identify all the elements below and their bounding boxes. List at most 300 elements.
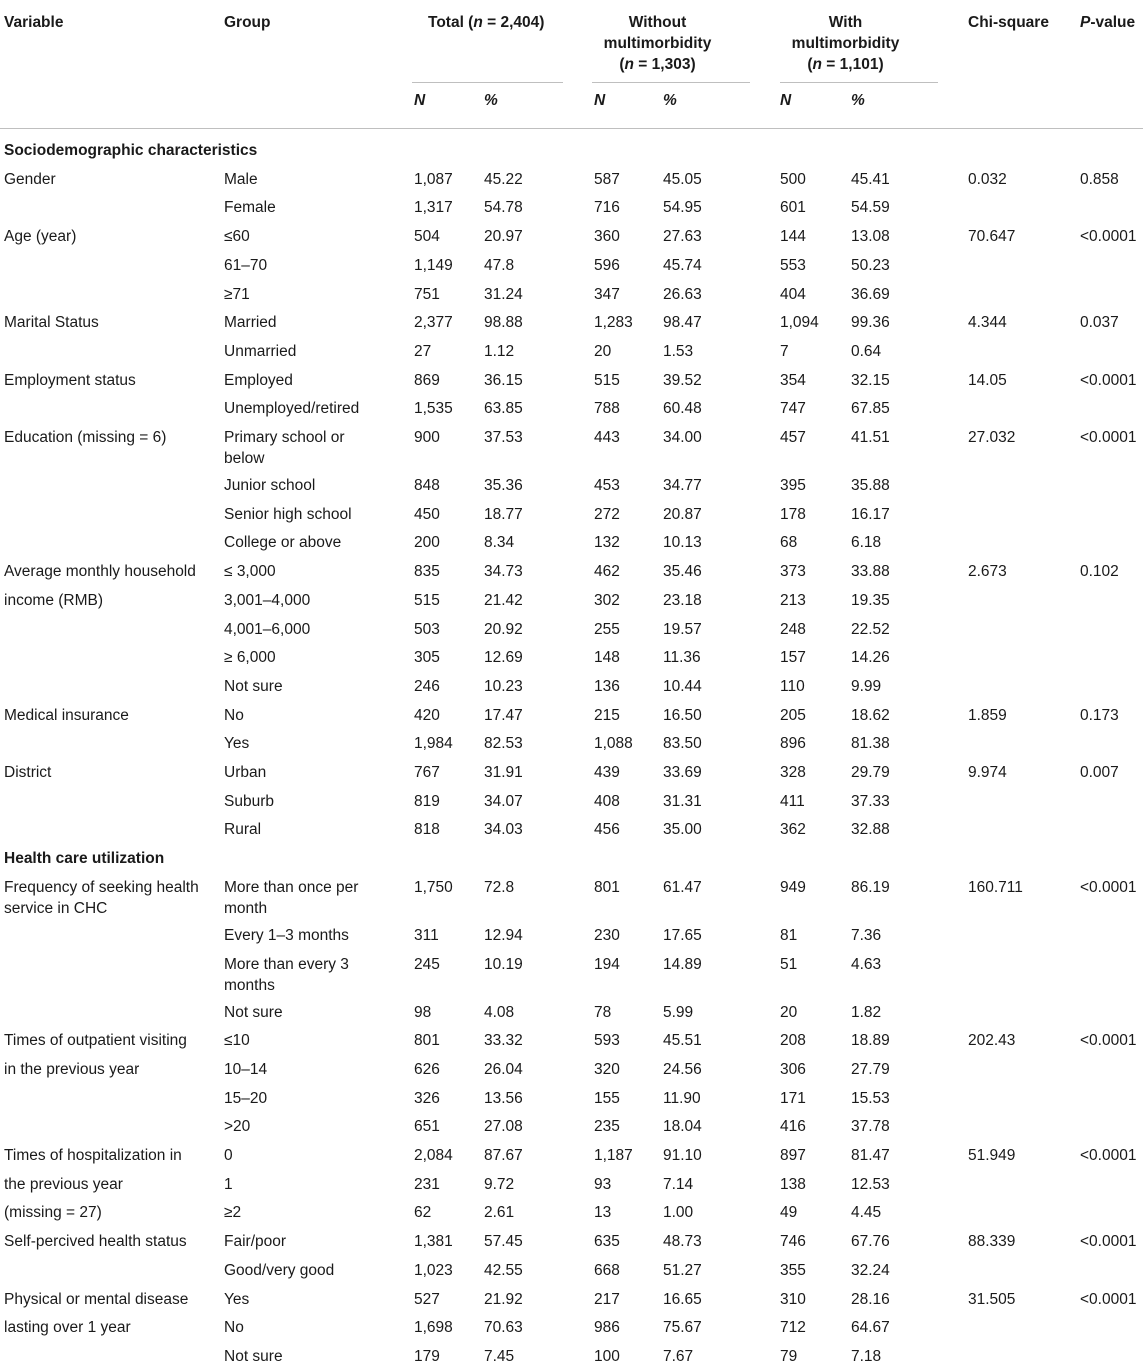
cell-variable: Average monthly household bbox=[4, 563, 196, 581]
cell-total-n: 311 bbox=[414, 926, 439, 944]
cell-with-pct: 37.78 bbox=[851, 1118, 890, 1136]
cell-group: Female bbox=[224, 199, 276, 217]
table-row bbox=[0, 1196, 1143, 1225]
cell-without-pct: 35.46 bbox=[663, 563, 702, 581]
cell-total-n: 819 bbox=[414, 792, 440, 810]
cell-with-pct: 50.23 bbox=[851, 256, 890, 274]
cell-without-n: 462 bbox=[594, 563, 620, 581]
cell-p-value: <0.0001 bbox=[1080, 1032, 1137, 1050]
cell-total-pct: 12.69 bbox=[484, 649, 523, 667]
cell-group: ≥ 6,000 bbox=[224, 649, 276, 667]
cell-group: ≤ 3,000 bbox=[224, 563, 276, 581]
cell-without-n: 148 bbox=[594, 649, 620, 667]
cell-variable: Physical or mental disease bbox=[4, 1290, 189, 1308]
cell-without-pct: 75.67 bbox=[663, 1319, 702, 1337]
cell-total-pct: 7.45 bbox=[484, 1347, 515, 1365]
cell-with-pct: 45.41 bbox=[851, 170, 890, 188]
cell-without-n: 215 bbox=[594, 706, 620, 724]
cell-with-n: 51 bbox=[780, 955, 798, 973]
cell-with-n: 411 bbox=[780, 792, 805, 810]
cell-without-pct: 45.51 bbox=[663, 1032, 702, 1050]
cell-without-pct: 16.50 bbox=[663, 706, 702, 724]
cell-total-pct: 33.32 bbox=[484, 1032, 523, 1050]
cell-group: 10–14 bbox=[224, 1060, 268, 1078]
cell-without-pct: 11.90 bbox=[663, 1089, 701, 1107]
cell-without-n: 443 bbox=[594, 429, 620, 446]
cell-chi-square: 202.43 bbox=[968, 1032, 1016, 1050]
header-total-n: N bbox=[414, 92, 426, 109]
cell-group: 4,001–6,000 bbox=[224, 620, 311, 638]
cell-with-pct: 9.99 bbox=[851, 677, 882, 695]
cell-total-pct: 45.22 bbox=[484, 170, 523, 188]
cell-with-n: 373 bbox=[780, 563, 806, 581]
cell-total-pct: 1.12 bbox=[484, 342, 515, 360]
cell-without-pct: 83.50 bbox=[663, 735, 702, 753]
cell-without-pct: 34.00 bbox=[663, 429, 702, 446]
cell-group: Yes bbox=[224, 1290, 250, 1308]
cell-without-pct: 39.52 bbox=[663, 371, 702, 389]
cell-without-n: 320 bbox=[594, 1060, 620, 1078]
cell-without-n: 235 bbox=[594, 1118, 620, 1136]
cell-total-pct: 21.42 bbox=[484, 591, 523, 609]
cell-with-n: 138 bbox=[780, 1175, 806, 1193]
section-heading: Sociodemographic characteristics bbox=[4, 142, 258, 159]
header-with-pct: % bbox=[851, 92, 865, 109]
cell-group: More than every 3 months bbox=[224, 955, 349, 994]
cell-without-pct: 34.77 bbox=[663, 477, 702, 494]
cell-without-n: 788 bbox=[594, 400, 620, 418]
cell-total-pct: 87.67 bbox=[484, 1147, 523, 1164]
cell-without-n: 136 bbox=[594, 677, 620, 695]
cell-total-n: 900 bbox=[414, 429, 440, 446]
table-row bbox=[0, 335, 1143, 364]
cell-without-pct: 27.63 bbox=[663, 228, 702, 246]
cell-without-pct: 24.56 bbox=[663, 1060, 702, 1078]
cell-with-pct: 28.16 bbox=[851, 1290, 890, 1308]
cell-without-pct: 10.13 bbox=[663, 534, 702, 552]
cell-group: More than once per month bbox=[224, 878, 359, 917]
table-row bbox=[0, 392, 1143, 421]
cell-group: 61–70 bbox=[224, 256, 268, 274]
cell-group: Not sure bbox=[224, 677, 283, 695]
cell-without-pct: 19.57 bbox=[663, 620, 702, 638]
cell-chi-square: 1.859 bbox=[968, 706, 1007, 724]
cell-with-n: 949 bbox=[780, 878, 806, 896]
cell-total-pct: 36.15 bbox=[484, 371, 523, 389]
cell-with-pct: 16.17 bbox=[851, 505, 890, 523]
cell-with-pct: 81.47 bbox=[851, 1147, 890, 1164]
cell-p-value: 0.007 bbox=[1080, 764, 1119, 781]
cell-variable: the previous year bbox=[4, 1175, 123, 1193]
cell-without-pct: 1.00 bbox=[663, 1204, 694, 1222]
cell-total-pct: 31.91 bbox=[484, 764, 523, 781]
table-row bbox=[0, 1053, 1143, 1082]
cell-total-pct: 82.53 bbox=[484, 735, 523, 753]
cell-p-value: 0.102 bbox=[1080, 563, 1119, 581]
cell-group: ≥2 bbox=[224, 1204, 242, 1222]
cell-total-n: 62 bbox=[414, 1204, 432, 1222]
cell-group: Not sure bbox=[224, 1003, 283, 1021]
table-row bbox=[0, 1225, 1143, 1254]
table-row bbox=[0, 421, 1143, 469]
cell-with-pct: 32.88 bbox=[851, 821, 890, 839]
cell-total-n: 835 bbox=[414, 563, 440, 581]
cell-total-pct: 2.61 bbox=[484, 1204, 515, 1222]
cell-with-pct: 19.35 bbox=[851, 591, 890, 609]
table-row bbox=[0, 613, 1143, 642]
cell-with-pct: 54.59 bbox=[851, 199, 890, 217]
cell-total-n: 231 bbox=[414, 1175, 440, 1193]
cell-group: Junior school bbox=[224, 477, 316, 494]
cell-total-pct: 17.47 bbox=[484, 706, 523, 724]
cell-without-pct: 35.00 bbox=[663, 821, 702, 839]
cell-total-n: 246 bbox=[414, 677, 440, 695]
cell-group: ≤60 bbox=[224, 228, 250, 246]
cell-group: 3,001–4,000 bbox=[224, 591, 311, 609]
cell-group: Unemployed/retired bbox=[224, 400, 360, 418]
cell-with-n: 310 bbox=[780, 1290, 806, 1308]
cell-without-pct: 1.53 bbox=[663, 342, 694, 360]
cell-without-pct: 26.63 bbox=[663, 285, 702, 303]
cell-with-n: 395 bbox=[780, 477, 806, 494]
cell-group: Rural bbox=[224, 821, 262, 839]
cell-total-pct: 13.56 bbox=[484, 1089, 523, 1107]
cell-without-n: 515 bbox=[594, 371, 620, 389]
cell-total-n: 504 bbox=[414, 228, 440, 246]
cell-total-n: 2,084 bbox=[414, 1147, 453, 1164]
cell-total-n: 818 bbox=[414, 821, 440, 839]
table-row bbox=[0, 163, 1143, 192]
cell-with-pct: 64.67 bbox=[851, 1319, 890, 1337]
cell-with-n: 178 bbox=[780, 505, 806, 523]
cell-p-value: 0.173 bbox=[1080, 706, 1119, 724]
cell-total-n: 420 bbox=[414, 706, 440, 724]
cell-p-value: 0.037 bbox=[1080, 314, 1119, 332]
cell-variable: District bbox=[4, 764, 52, 781]
header-total: Total (n = 2,404) bbox=[428, 14, 545, 31]
cell-without-n: 456 bbox=[594, 821, 620, 839]
header-without-pct: % bbox=[663, 92, 677, 109]
cell-without-n: 801 bbox=[594, 878, 620, 896]
table-row bbox=[0, 670, 1143, 699]
table-row bbox=[0, 469, 1143, 498]
cell-with-n: 208 bbox=[780, 1032, 806, 1050]
cell-total-pct: 98.88 bbox=[484, 314, 523, 332]
cell-without-n: 1,283 bbox=[594, 314, 633, 332]
cell-without-pct: 45.05 bbox=[663, 170, 702, 188]
header-rule-total bbox=[412, 82, 563, 83]
cell-with-n: 171 bbox=[780, 1089, 806, 1107]
table-row bbox=[0, 641, 1143, 670]
cell-variable: Self-percived health status bbox=[4, 1233, 187, 1251]
cell-without-n: 78 bbox=[594, 1003, 612, 1021]
cell-chi-square: 70.647 bbox=[968, 228, 1016, 246]
cell-with-n: 248 bbox=[780, 620, 806, 638]
cell-total-n: 1,698 bbox=[414, 1319, 453, 1337]
table-row bbox=[0, 727, 1143, 756]
cell-total-pct: 63.85 bbox=[484, 400, 523, 418]
cell-without-pct: 91.10 bbox=[663, 1147, 702, 1164]
cell-without-pct: 98.47 bbox=[663, 314, 702, 332]
cell-without-pct: 48.73 bbox=[663, 1233, 702, 1251]
cell-variable: Education (missing = 6) bbox=[4, 429, 167, 446]
table-row bbox=[0, 1311, 1143, 1340]
cell-with-pct: 99.36 bbox=[851, 314, 890, 332]
cell-variable: lasting over 1 year bbox=[4, 1319, 131, 1337]
cell-with-pct: 35.88 bbox=[851, 477, 890, 494]
header-chi-square: Chi-square bbox=[968, 14, 1049, 31]
cell-without-n: 194 bbox=[594, 955, 620, 973]
cell-chi-square: 4.344 bbox=[968, 314, 1007, 332]
cell-without-n: 408 bbox=[594, 792, 620, 810]
cell-group: Fair/poor bbox=[224, 1233, 287, 1251]
table-row bbox=[0, 1254, 1143, 1283]
cell-total-pct: 8.34 bbox=[484, 534, 515, 552]
cell-total-pct: 26.04 bbox=[484, 1060, 523, 1078]
section-heading: Health care utilization bbox=[4, 850, 165, 868]
cell-total-n: 200 bbox=[414, 534, 440, 552]
cell-total-n: 2,377 bbox=[414, 314, 453, 332]
cell-total-n: 1,535 bbox=[414, 400, 453, 418]
cell-without-n: 100 bbox=[594, 1347, 620, 1365]
cell-group: No bbox=[224, 1319, 244, 1337]
cell-with-pct: 14.26 bbox=[851, 649, 890, 667]
cell-total-pct: 37.53 bbox=[484, 429, 523, 446]
cell-total-n: 751 bbox=[414, 285, 440, 303]
cell-without-n: 302 bbox=[594, 591, 620, 609]
cell-with-n: 205 bbox=[780, 706, 806, 724]
cell-with-n: 897 bbox=[780, 1147, 806, 1164]
table-row bbox=[0, 996, 1143, 1025]
cell-group: Yes bbox=[224, 735, 250, 753]
table-row bbox=[0, 498, 1143, 527]
table-row bbox=[0, 249, 1143, 278]
table-row bbox=[0, 1168, 1143, 1197]
cell-without-n: 347 bbox=[594, 285, 620, 303]
cell-with-pct: 6.18 bbox=[851, 534, 882, 552]
cell-p-value: <0.0001 bbox=[1080, 1147, 1137, 1164]
cell-total-n: 1,087 bbox=[414, 170, 453, 188]
cell-variable: Employment status bbox=[4, 371, 136, 389]
cell-p-value: <0.0001 bbox=[1080, 371, 1137, 389]
cell-chi-square: 9.974 bbox=[968, 764, 1007, 781]
cell-group: ≤10 bbox=[224, 1032, 250, 1050]
cell-chi-square: 27.032 bbox=[968, 429, 1016, 446]
cell-p-value: <0.0001 bbox=[1080, 878, 1137, 896]
cell-with-n: 328 bbox=[780, 764, 806, 781]
cell-group: 0 bbox=[224, 1147, 233, 1164]
section-row bbox=[0, 842, 1143, 871]
cell-with-pct: 4.63 bbox=[851, 955, 882, 973]
cell-with-pct: 41.51 bbox=[851, 429, 890, 446]
cell-group: Not sure bbox=[224, 1347, 283, 1365]
cell-with-pct: 29.79 bbox=[851, 764, 890, 781]
cell-without-pct: 10.44 bbox=[663, 677, 702, 695]
cell-without-n: 255 bbox=[594, 620, 620, 638]
cell-chi-square: 160.711 bbox=[968, 878, 1023, 896]
cell-group: Employed bbox=[224, 371, 293, 389]
table-row bbox=[0, 526, 1143, 555]
cell-with-n: 355 bbox=[780, 1261, 806, 1279]
cell-total-n: 503 bbox=[414, 620, 440, 638]
cell-without-n: 593 bbox=[594, 1032, 620, 1050]
cell-without-n: 716 bbox=[594, 199, 620, 217]
cell-with-n: 213 bbox=[780, 591, 806, 609]
cell-total-n: 98 bbox=[414, 1003, 432, 1021]
cell-with-pct: 7.18 bbox=[851, 1347, 882, 1365]
cell-chi-square: 2.673 bbox=[968, 563, 1007, 581]
cell-with-n: 20 bbox=[780, 1003, 798, 1021]
cell-total-n: 1,984 bbox=[414, 735, 453, 753]
cell-total-pct: 34.07 bbox=[484, 792, 523, 810]
cell-total-pct: 4.08 bbox=[484, 1003, 515, 1021]
cell-total-pct: 18.77 bbox=[484, 505, 523, 523]
cell-total-n: 527 bbox=[414, 1290, 440, 1308]
cell-with-n: 306 bbox=[780, 1060, 806, 1078]
section-row bbox=[0, 134, 1143, 163]
cell-with-n: 144 bbox=[780, 228, 806, 246]
cell-with-pct: 81.38 bbox=[851, 735, 890, 753]
cell-group: Urban bbox=[224, 764, 267, 781]
cell-total-n: 245 bbox=[414, 955, 440, 973]
cell-without-n: 93 bbox=[594, 1175, 612, 1193]
table-row bbox=[0, 278, 1143, 307]
cell-group: No bbox=[224, 706, 244, 724]
cell-variable: income (RMB) bbox=[4, 591, 104, 609]
header-without-n: N bbox=[594, 92, 606, 109]
cell-total-n: 869 bbox=[414, 371, 440, 389]
cell-with-n: 49 bbox=[780, 1204, 798, 1222]
cell-with-pct: 1.82 bbox=[851, 1003, 882, 1021]
table-row bbox=[0, 306, 1143, 335]
table-row bbox=[0, 1082, 1143, 1111]
cell-with-n: 157 bbox=[780, 649, 806, 667]
cell-without-pct: 14.89 bbox=[663, 955, 702, 973]
cell-with-n: 712 bbox=[780, 1319, 806, 1337]
header-total-pct: % bbox=[484, 92, 498, 109]
cell-group: Unmarried bbox=[224, 342, 297, 360]
header-with-n: N bbox=[780, 92, 792, 109]
cell-total-pct: 27.08 bbox=[484, 1118, 523, 1136]
cell-without-pct: 45.74 bbox=[663, 256, 702, 274]
cell-without-n: 587 bbox=[594, 170, 620, 188]
table-row bbox=[0, 871, 1143, 919]
cell-total-pct: 70.63 bbox=[484, 1319, 523, 1337]
cell-variable: Times of outpatient visiting bbox=[4, 1032, 187, 1050]
cell-total-n: 1,023 bbox=[414, 1261, 453, 1279]
cell-p-value: <0.0001 bbox=[1080, 1290, 1137, 1308]
cell-with-n: 747 bbox=[780, 400, 806, 418]
cell-without-pct: 5.99 bbox=[663, 1003, 694, 1021]
cell-without-pct: 17.65 bbox=[663, 926, 702, 944]
table-row bbox=[0, 1139, 1143, 1168]
cell-without-n: 132 bbox=[594, 534, 620, 552]
cell-with-pct: 36.69 bbox=[851, 285, 890, 303]
cell-total-n: 801 bbox=[414, 1032, 440, 1050]
cell-with-pct: 4.45 bbox=[851, 1204, 882, 1222]
cell-with-pct: 22.52 bbox=[851, 620, 890, 638]
header-group: Group bbox=[224, 14, 271, 31]
cell-with-pct: 33.88 bbox=[851, 563, 890, 581]
table-row bbox=[0, 364, 1143, 393]
cell-without-n: 635 bbox=[594, 1233, 620, 1251]
cell-variable: Times of hospitalization in bbox=[4, 1147, 182, 1164]
cell-without-n: 668 bbox=[594, 1261, 620, 1279]
cell-total-n: 626 bbox=[414, 1060, 440, 1078]
cell-without-n: 360 bbox=[594, 228, 620, 246]
cell-without-pct: 20.87 bbox=[663, 505, 702, 523]
cell-with-n: 553 bbox=[780, 256, 806, 274]
cell-total-pct: 9.72 bbox=[484, 1175, 515, 1193]
cell-without-pct: 7.67 bbox=[663, 1347, 694, 1365]
cell-with-pct: 32.24 bbox=[851, 1261, 890, 1279]
cell-total-n: 450 bbox=[414, 505, 440, 523]
cell-total-pct: 10.19 bbox=[484, 955, 523, 973]
cell-with-n: 362 bbox=[780, 821, 806, 839]
cell-total-pct: 42.55 bbox=[484, 1261, 523, 1279]
cell-variable: Age (year) bbox=[4, 228, 77, 246]
cell-group: Married bbox=[224, 314, 277, 332]
cell-total-pct: 31.24 bbox=[484, 285, 523, 303]
cell-p-value: <0.0001 bbox=[1080, 228, 1137, 246]
cell-group: College or above bbox=[224, 534, 342, 552]
cell-variable: Medical insurance bbox=[4, 706, 129, 724]
cell-total-pct: 35.36 bbox=[484, 477, 523, 494]
cell-chi-square: 14.05 bbox=[968, 371, 1007, 389]
cell-with-n: 416 bbox=[780, 1118, 806, 1136]
cell-total-n: 27 bbox=[414, 342, 432, 360]
cell-group: >20 bbox=[224, 1118, 251, 1136]
cell-without-pct: 23.18 bbox=[663, 591, 702, 609]
table-row bbox=[0, 948, 1143, 996]
cell-without-n: 596 bbox=[594, 256, 620, 274]
header-rule-without bbox=[592, 82, 750, 83]
cell-total-pct: 47.8 bbox=[484, 256, 515, 274]
header-without: Without multimorbidity (n = 1,303) bbox=[603, 14, 712, 73]
cell-with-n: 110 bbox=[780, 677, 805, 695]
cell-total-pct: 72.8 bbox=[484, 878, 515, 896]
cell-group: 15–20 bbox=[224, 1089, 268, 1107]
table-header bbox=[0, 0, 1143, 129]
cell-without-n: 13 bbox=[594, 1204, 612, 1222]
cell-without-n: 230 bbox=[594, 926, 620, 944]
cell-with-n: 500 bbox=[780, 170, 806, 188]
cell-with-pct: 32.15 bbox=[851, 371, 890, 389]
cell-without-pct: 7.14 bbox=[663, 1175, 694, 1193]
cell-with-n: 68 bbox=[780, 534, 798, 552]
cell-with-n: 354 bbox=[780, 371, 806, 389]
cell-group: Senior high school bbox=[224, 505, 352, 523]
header-variable: Variable bbox=[4, 14, 64, 31]
table-row bbox=[0, 813, 1143, 842]
cell-total-n: 1,381 bbox=[414, 1233, 453, 1251]
cell-without-pct: 11.36 bbox=[663, 649, 701, 667]
cell-total-n: 767 bbox=[414, 764, 440, 781]
cell-chi-square: 31.505 bbox=[968, 1290, 1016, 1308]
cell-total-n: 515 bbox=[414, 591, 440, 609]
cell-with-pct: 7.36 bbox=[851, 926, 882, 944]
cell-with-pct: 13.08 bbox=[851, 228, 890, 246]
cell-without-n: 20 bbox=[594, 342, 612, 360]
table-row bbox=[0, 584, 1143, 613]
table-row bbox=[0, 220, 1143, 249]
cell-with-n: 79 bbox=[780, 1347, 798, 1365]
cell-without-n: 155 bbox=[594, 1089, 620, 1107]
header-p-value: P-value bbox=[1080, 14, 1136, 31]
cell-total-pct: 12.94 bbox=[484, 926, 523, 944]
cell-with-pct: 37.33 bbox=[851, 792, 890, 810]
cell-total-n: 848 bbox=[414, 477, 440, 494]
